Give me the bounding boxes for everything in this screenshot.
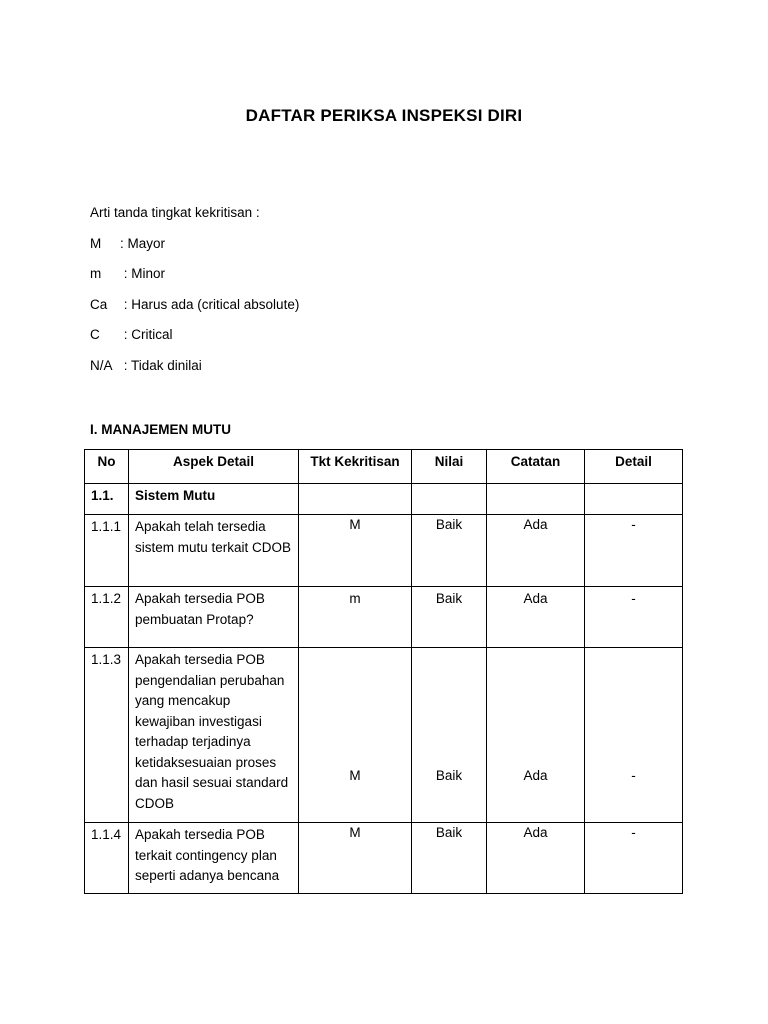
cell-empty xyxy=(412,484,487,515)
cell-tkt: M xyxy=(299,648,412,823)
column-header: Catatan xyxy=(487,450,585,484)
legend-desc: : Mayor xyxy=(120,236,166,251)
legend-item xyxy=(90,327,173,342)
cell-tkt: M xyxy=(299,823,412,894)
legend-heading: Arti tanda tingkat kekritisan : xyxy=(90,205,260,220)
cell-no: 1.1. xyxy=(85,484,129,515)
cell-catatan: Ada xyxy=(487,587,585,648)
cell-aspek: Apakah tersedia POB pengendalian perubahan yang mencakup kewajiban investigasi terhadap terjadinya ketidaksesuaian proses dan hasil sesuai standard CDOB xyxy=(129,648,299,823)
legend-code: C xyxy=(90,327,100,342)
legend-code: N/A xyxy=(90,358,113,373)
column-header: Detail xyxy=(585,450,683,484)
column-header: Nilai xyxy=(412,450,487,484)
cell-empty xyxy=(585,484,683,515)
legend-desc: : Harus ada (critical absolute) xyxy=(120,297,300,312)
cell-catatan: Ada xyxy=(487,823,585,894)
cell-empty xyxy=(299,484,412,515)
checklist-table xyxy=(84,449,683,894)
cell-empty xyxy=(487,484,585,515)
cell-nilai: Baik xyxy=(412,648,487,823)
legend-code: m xyxy=(90,266,102,281)
cell-aspek: Apakah tersedia POB terkait contingency plan seperti adanya bencana xyxy=(129,823,299,894)
cell-detail: - xyxy=(585,648,683,823)
cell-aspek: Apakah tersedia POB pembuatan Protap? xyxy=(129,587,299,648)
cell-nilai: Baik xyxy=(412,823,487,894)
legend-item xyxy=(90,297,299,312)
table-header-row xyxy=(85,450,683,484)
table-row xyxy=(85,823,683,894)
cell-tkt: M xyxy=(299,515,412,587)
cell-nilai: Baik xyxy=(412,515,487,587)
cell-detail: - xyxy=(585,587,683,648)
cell-detail: - xyxy=(585,823,683,894)
cell-catatan: Ada xyxy=(487,648,585,823)
cell-no: 1.1.1 xyxy=(85,515,129,587)
legend-desc: : Minor xyxy=(120,266,166,281)
legend-item xyxy=(90,236,165,251)
table-row xyxy=(85,587,683,648)
cell-aspek: Apakah telah tersedia sistem mutu terkait CDOB xyxy=(129,515,299,587)
table-row xyxy=(85,648,683,823)
cell-tkt: m xyxy=(299,587,412,648)
cell-aspek: Sistem Mutu xyxy=(129,484,299,515)
legend-desc: : Critical xyxy=(120,327,173,342)
document-title: DAFTAR PERIKSA INSPEKSI DIRI xyxy=(245,106,523,125)
legend-desc: : Tidak dinilai xyxy=(120,358,202,373)
cell-nilai: Baik xyxy=(412,587,487,648)
table-section-row xyxy=(85,484,683,515)
cell-no: 1.1.4 xyxy=(85,823,129,894)
cell-no: 1.1.3 xyxy=(85,648,129,823)
cell-detail: - xyxy=(585,515,683,587)
legend-code: M xyxy=(90,236,102,251)
cell-no: 1.1.2 xyxy=(85,587,129,648)
table-row xyxy=(85,515,683,587)
section-title: I. MANAJEMEN MUTU xyxy=(90,422,231,437)
column-header: Tkt Kekritisan xyxy=(299,450,412,484)
column-header: No xyxy=(85,450,129,484)
legend-item xyxy=(90,358,202,373)
legend-item xyxy=(90,266,165,281)
legend-code: Ca xyxy=(90,297,108,312)
cell-catatan: Ada xyxy=(487,515,585,587)
column-header: Aspek Detail xyxy=(129,450,299,484)
